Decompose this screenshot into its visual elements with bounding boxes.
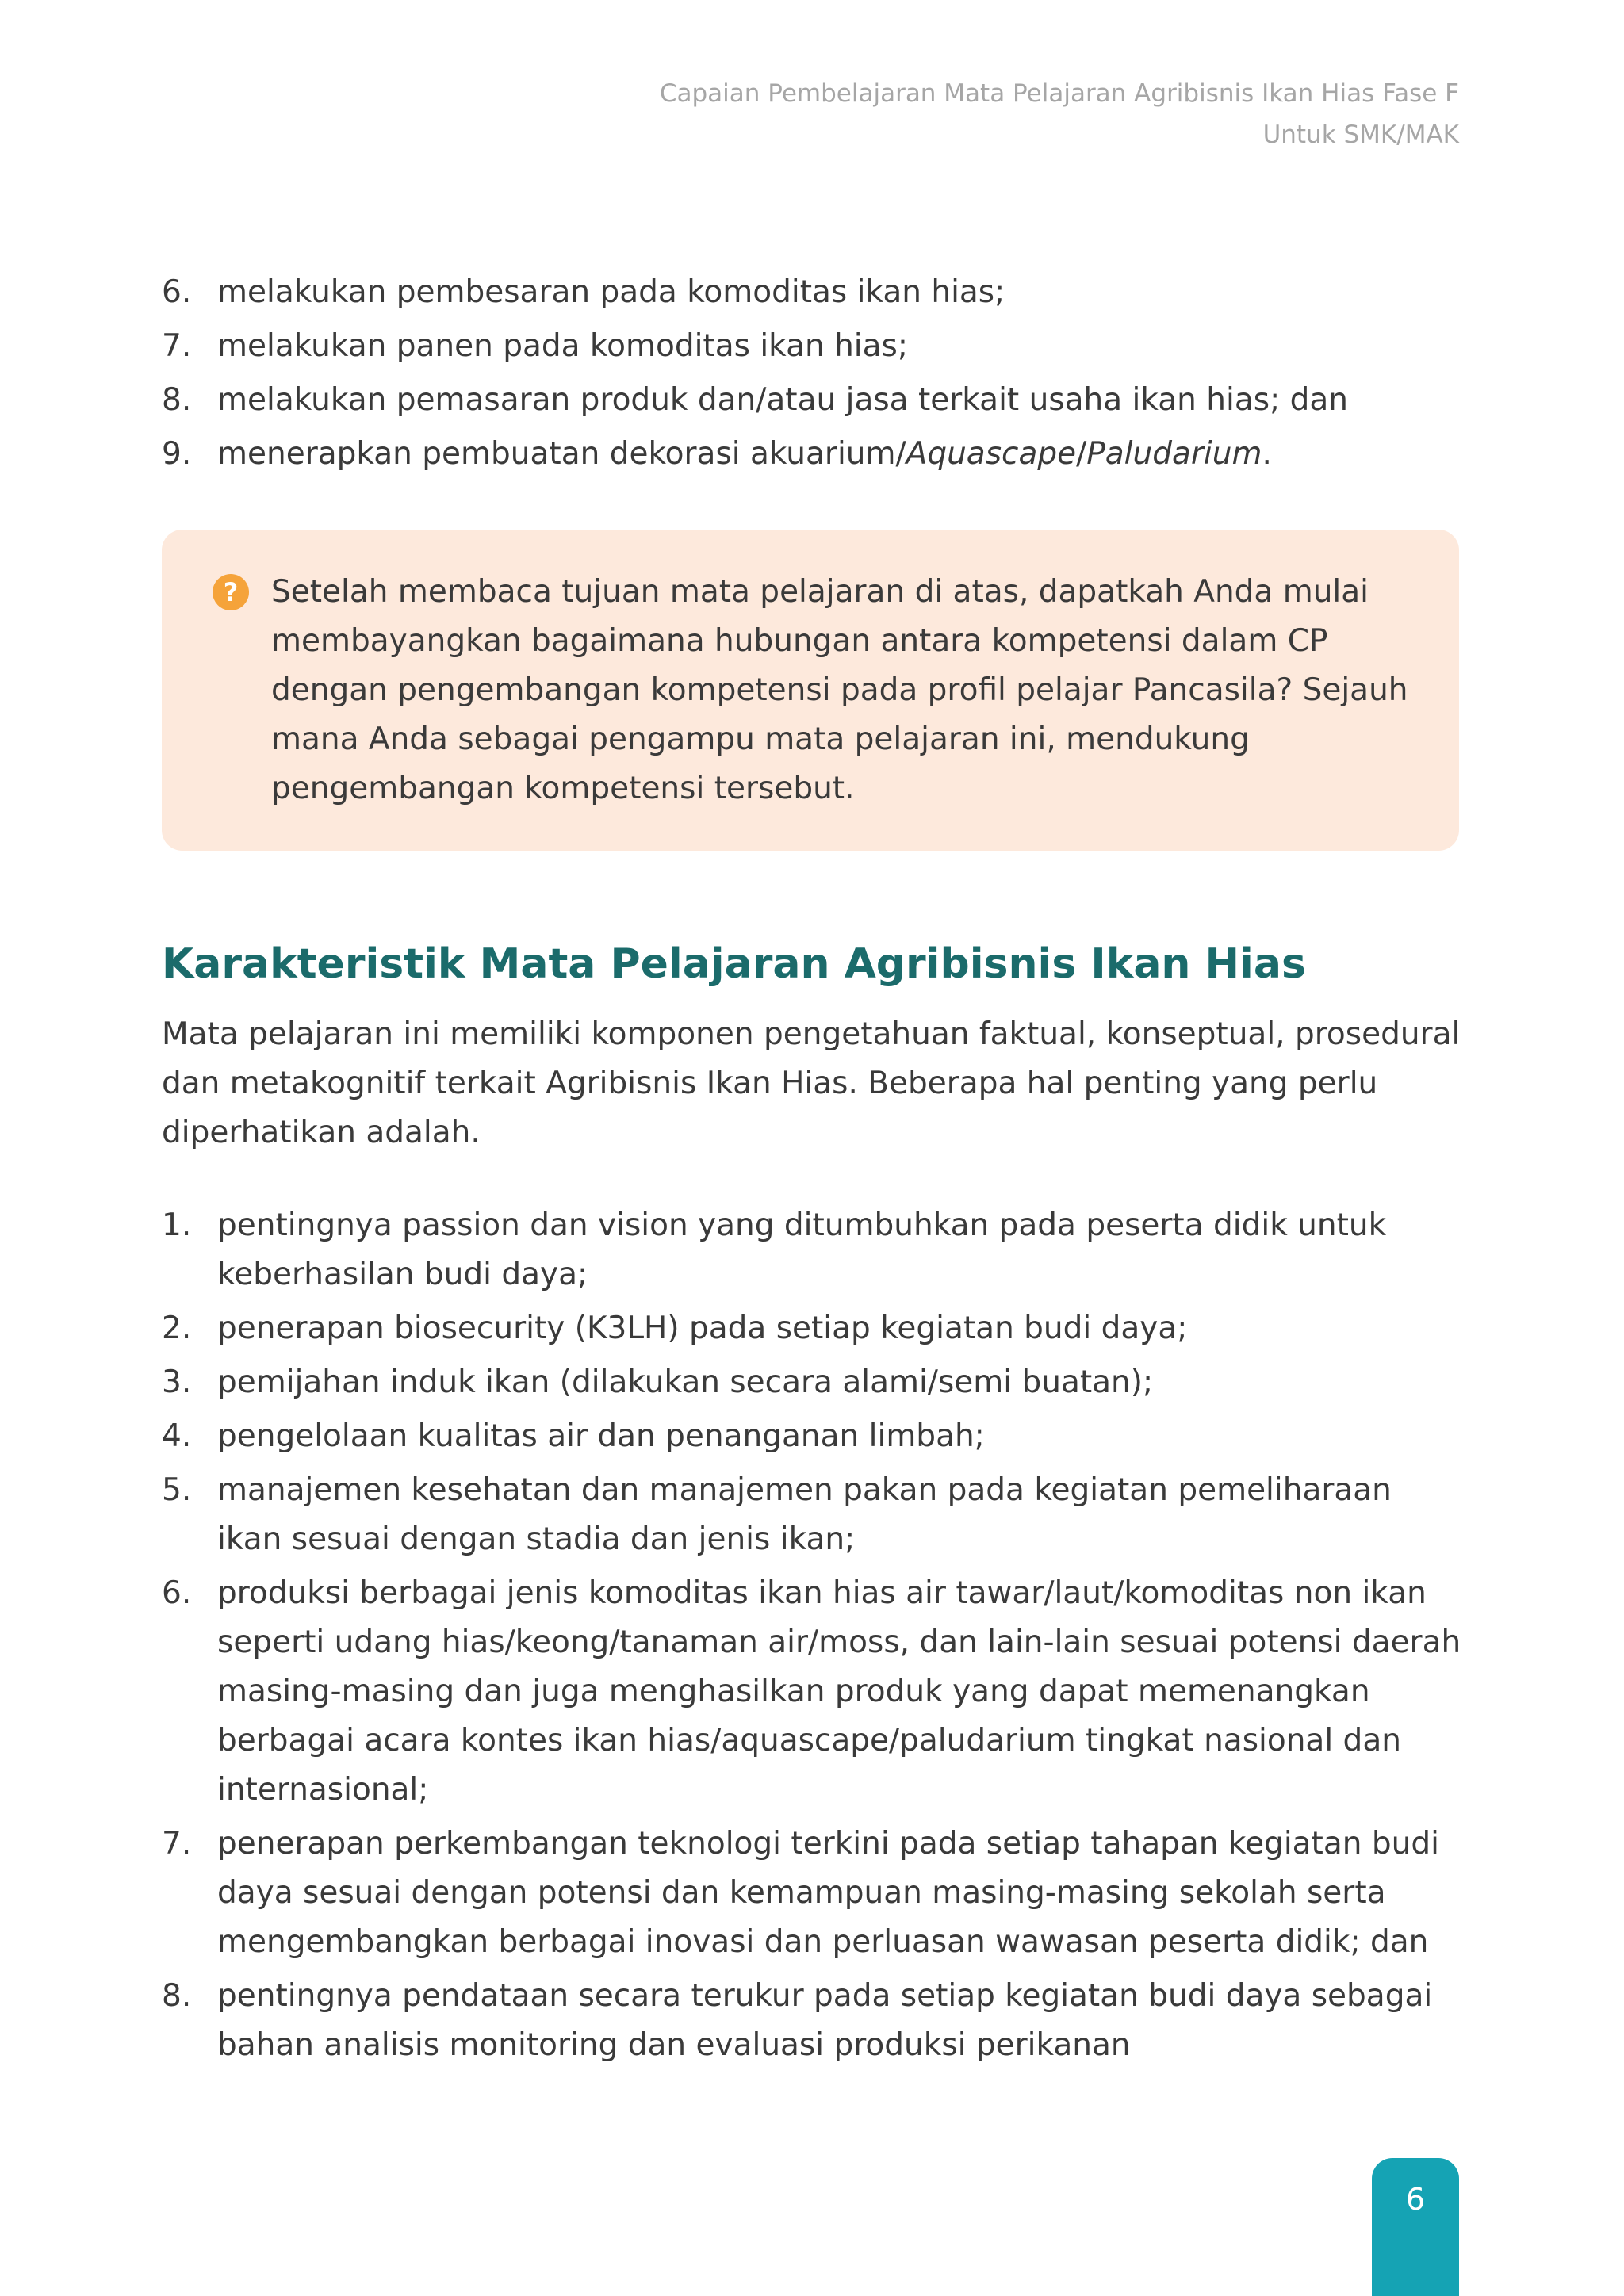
characteristics-list (162, 1201, 1462, 2070)
list-number: 6. (162, 1575, 192, 1611)
list-number: 7. (162, 1826, 192, 1862)
list-number: 4. (162, 1418, 192, 1454)
list-item (162, 1466, 1462, 1564)
section-heading: Karakteristik Mata Pelajaran Agribisnis Ikan Hias (162, 940, 1306, 988)
list-item (162, 376, 1462, 425)
list-text: manajemen kesehatan dan manajemen pakan pada kegiatan pemeliharaan ikan sesuai dengan stadia dan jenis ikan; (217, 1472, 1392, 1557)
list-number: 1. (162, 1207, 192, 1243)
list-text: melakukan panen pada komoditas ikan hias; (217, 328, 908, 364)
list-item (162, 322, 1462, 371)
list-number: 7. (162, 328, 192, 364)
list-number: 5. (162, 1472, 192, 1508)
list-text: pentingnya passion dan vision yang ditumbuhkan pada peserta didik untuk keberhasilan budi daya; (217, 1207, 1387, 1292)
list-item (162, 430, 1462, 479)
question-circle-icon: ? (213, 574, 249, 610)
paludarium-term: Paludarium (1086, 436, 1262, 472)
aquascape-term: Aquascape (906, 436, 1077, 472)
list-text: penerapan biosecurity (K3LH) pada setiap kegiatan budi daya; (217, 1311, 1188, 1346)
list-item (162, 1569, 1462, 1815)
list-text-before: menerapkan pembuatan dekorasi akuarium/ (217, 436, 906, 472)
list-number: 8. (162, 1978, 192, 2014)
list-number: 2. (162, 1311, 192, 1346)
list-text: pengelolaan kualitas air dan penanganan limbah; (217, 1418, 985, 1454)
list-number: 8. (162, 382, 192, 418)
list-item (162, 268, 1462, 317)
callout-text: Setelah membaca tujuan mata pelajaran di atas, dapatkah Anda mulai membayangkan bagaimana hubungan antara kompetensi dalam CP dengan pengembangan kompetensi pada profil pelajar Pancasila? Sejauh mana Anda sebagai pengampu mata pelajaran ini, mendukung pengembangan kompetensi tersebut. (271, 574, 1408, 806)
list-number: 9. (162, 436, 192, 472)
list-item (162, 1201, 1462, 1299)
list-item (162, 1972, 1462, 2070)
running-header (660, 73, 1459, 155)
list-text: pemijahan induk ikan (dilakukan secara alami/semi buatan); (217, 1364, 1154, 1400)
list-number: 3. (162, 1364, 192, 1400)
list-text: melakukan pemasaran produk dan/atau jasa terkait usaha ikan hias; dan (217, 382, 1348, 418)
list-text-after: . (1262, 436, 1272, 472)
list-item (162, 1358, 1462, 1407)
term-separator: / (1076, 436, 1087, 472)
header-title: Capaian Pembelajaran Mata Pelajaran Agribisnis Ikan Hias Fase F (659, 79, 1459, 108)
list-text: penerapan perkembangan teknologi terkini pada setiap tahapan kegiatan budi daya sesuai dengan potensi dan kemampuan masing-masing sekolah serta mengembangkan berbagai inovasi dan perluasan wawasan peserta didik; dan (217, 1826, 1439, 1960)
section-intro: Mata pelajaran ini memiliki komponen pengetahuan faktual, konseptual, prosedural dan metakognitif terkait Agribisnis Ikan Hias. Beberapa hal penting yang perlu diperhatikan adalah. (162, 1016, 1461, 1150)
list-text (217, 436, 1272, 472)
page-number: 6 (1405, 2182, 1426, 2217)
list-text: pentingnya pendataan secara terukur pada setiap kegiatan budi daya sebagai bahan analisis monitoring dan evaluasi produksi perikanan (217, 1978, 1433, 2063)
header-subtitle: Untuk SMK/MAK (1262, 121, 1459, 149)
list-text: produksi berbagai jenis komoditas ikan hias air tawar/laut/komoditas non ikan seperti udang hias/keong/tanaman air/moss, dan lain-lain sesuai potensi daerah masing-masing dan juga menghasilkan produk yang dapat memenangkan berbagai acara kontes ikan hias/aquascape/paludarium tingkat nasional dan internasional; (217, 1575, 1461, 1808)
objectives-list-continued (162, 268, 1462, 479)
reflection-callout (162, 530, 1459, 851)
list-number: 6. (162, 274, 192, 310)
list-text: melakukan pembesaran pada komoditas ikan hias; (217, 274, 1005, 310)
list-item (162, 1412, 1462, 1461)
page-number-badge (1372, 2158, 1459, 2296)
list-item (162, 1820, 1462, 1967)
list-item (162, 1304, 1462, 1353)
